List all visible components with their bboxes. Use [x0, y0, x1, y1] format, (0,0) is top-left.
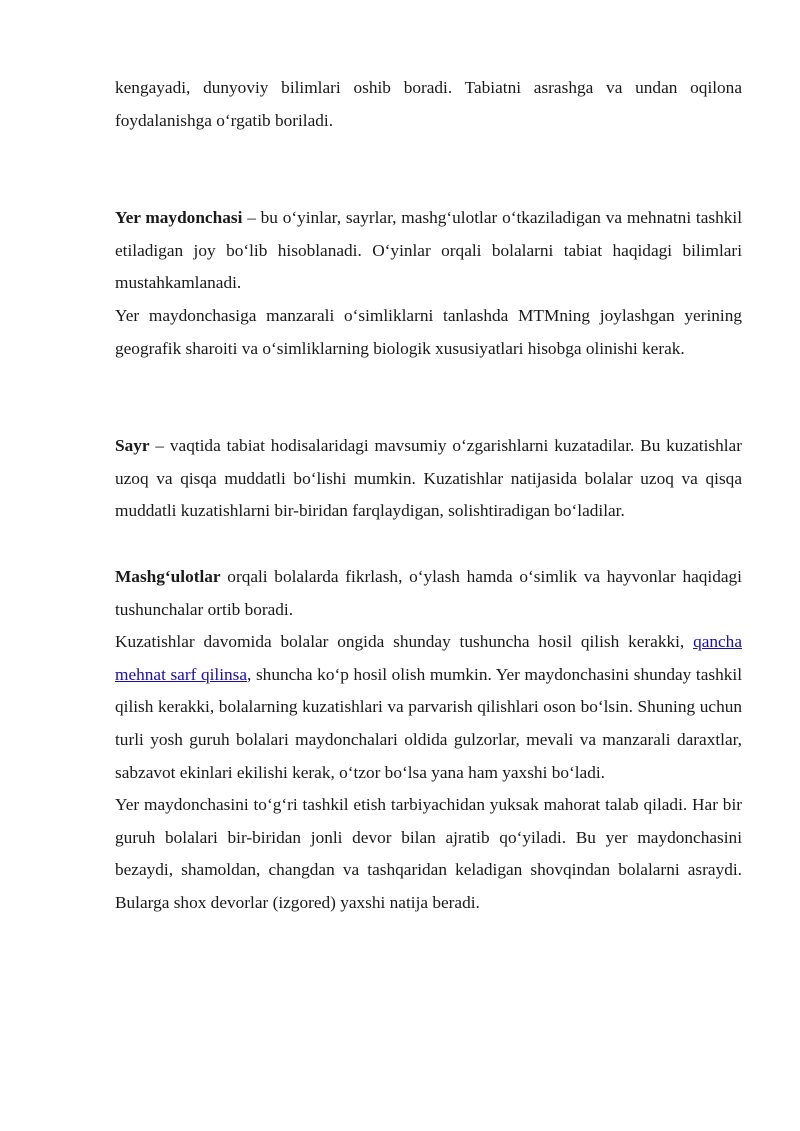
hyperlink-mehnat[interactable]: qancha mehnat sarf qilinsa [115, 632, 742, 684]
paragraph-sayr [115, 430, 742, 528]
paragraph-spacer [115, 137, 742, 202]
paragraph-yer-maydonchasiga: Yer maydonchasiga manzarali o‘simliklarni tanlashda MTMning joylashgan yerining geografik sharoiti va o‘simliklarning biologik xususiyatlari hisobga olinishi kerak. [115, 305, 742, 358]
paragraph-mashgulotlar-text: orqali bolalarda fikrlash, o‘ylash hamda o‘simlik va hayvonlar haqidagi tushunchalar ortib boradi. [115, 566, 742, 619]
paragraph-kuzatishlar-after: , shuncha ko‘p hosil olish mumkin. Yer maydonchasini shunday tashkil qilish kerakki, bolalarning kuzatishlari va parvarish qilishlari oson bo‘lsin. Shuning uchun turli yosh guruh bolalari maydonchalari oldida gulzorlar, mevali va manzarali daraxtlar, sabzavot ekinlari ekilishi kerak, o‘tzor bo‘lsa yana ham yaxshi bo‘ladi. [115, 664, 742, 782]
paragraph-spacer [115, 365, 742, 430]
term-yer-maydonchasi: Yer maydonchasi [115, 208, 243, 228]
paragraph-yer-text: – bu o‘yinlar, sayrlar, mashg‘ulotlar o‘tkaziladigan va mehnatni tashkil etiladigan joy bo‘lib hisoblanadi. O‘yinlar orqali bolalarni tabiat haqidagi bilimlari mustahkamlanadi. [115, 208, 743, 293]
term-sayr: Sayr [115, 436, 150, 456]
paragraph-yer-maydonchasi [115, 202, 742, 300]
term-mashgulotlar: Mashg‘ulotlar [115, 566, 221, 586]
paragraph-sayr-text: – vaqtida tabiat hodisalaridagi mavsumiy o‘zgarishlarni kuzatadilar. Bu kuzatishlar uzoq va qisqa muddatli bo‘lishi mumkin. Kuzatishlar natijasida bolalar uzoq va qisqa muddatli kuzatishlarni bir-biridan farqlaydigan, solishtiradigan bo‘ladilar. [115, 436, 742, 521]
paragraph-last: Yer maydonchasini to‘g‘ri tashkil etish tarbiyachidan yuksak mahorat talab qiladi. Har bir guruh bolalari bir-biridan jonli devor bilan ajratib qo‘yiladi. Bu yer maydonchasini bezaydi, shamoldan, changdan va tashqaridan keladigan shovqindan bolalarni asraydi. Bularga shox devorlar (izgored) yaxshi natija beradi. [115, 795, 742, 912]
paragraph-kuzatishlar [115, 626, 742, 789]
document-page [115, 72, 742, 919]
paragraph-mashgulotlar [115, 561, 742, 626]
paragraph-kuzatishlar-before: Kuzatishlar davomida bolalar ongida shunday tushuncha hosil qilish kerakki, [115, 632, 694, 652]
paragraph-intro: kengayadi, dunyoviy bilimlari oshib boradi. Tabiatni asrashga va undan oqilona foydalanishga o‘rgatib boriladi. [115, 78, 742, 130]
paragraph-spacer [115, 528, 742, 561]
